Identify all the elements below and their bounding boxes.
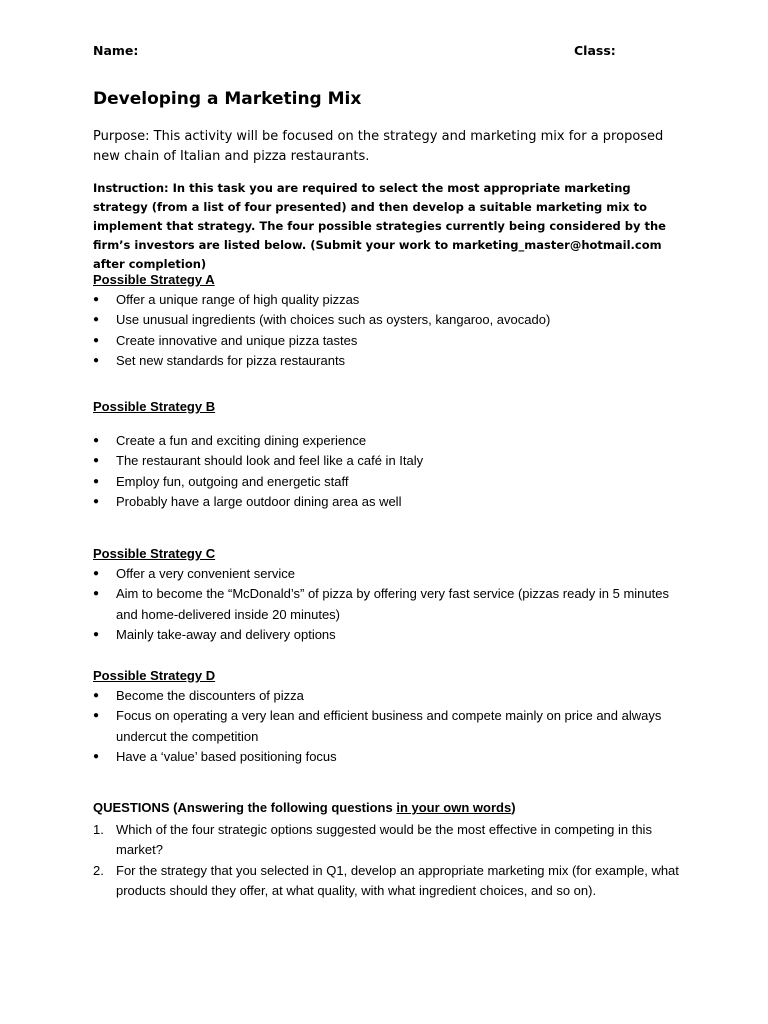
strategy-c-list	[93, 564, 683, 645]
strategy-b-heading: Possible Strategy B	[93, 399, 216, 414]
bullet-icon: ●	[93, 475, 100, 487]
list-item: ● Mainly take-away and delivery options	[93, 625, 683, 645]
bullet-icon: ●	[93, 455, 100, 467]
class-label: Class:	[574, 43, 616, 58]
strategy-a-list	[93, 290, 683, 371]
question-number: 1.	[93, 822, 104, 837]
underlined-emphasis: in your own words	[396, 800, 512, 815]
list-item: ● Create a fun and exciting dining experience	[93, 431, 683, 451]
list-item: ● Become the discounters of pizza	[93, 686, 683, 706]
list-item: ● Probably have a large outdoor dining area as well	[93, 492, 683, 512]
bullet-icon: ●	[93, 568, 100, 579]
strategy-c-heading: Possible Strategy C	[93, 546, 216, 561]
bullet-icon: ●	[93, 628, 100, 640]
question-item: 1. Which of the four strategic options suggested would be the most effective in competing in this market?	[93, 822, 652, 858]
list-item: ● Create innovative and unique pizza tastes	[93, 331, 683, 351]
instruction-paragraph: Instruction: In this task you are required to select the most appropriate marketing strategy (from a list of four presented) and then develop a suitable marketing mix to implement that strategy. The four possible strategies currently being considered by the firm’s investors are listed below. (Submit your work to marketing_master@hotmail.com after completion)	[93, 181, 666, 271]
questions-list	[93, 820, 683, 901]
bullet-icon: ●	[93, 314, 100, 326]
purpose-paragraph: Purpose: This activity will be focused on the strategy and marketing mix for a proposed new chain of Italian and pizza restaurants.	[93, 129, 664, 164]
question-number: 2.	[93, 862, 104, 878]
list-item: ● Focus on operating a very lean and efficient business and compete mainly on price and always undercut the competition	[93, 708, 662, 744]
bullet-icon: ●	[93, 435, 100, 446]
page-title: Developing a Marketing Mix	[93, 89, 362, 109]
bullet-icon: ●	[93, 294, 100, 305]
questions-heading: QUESTIONS (Answering the following questions in your own words)	[93, 800, 516, 815]
list-item: ● Employ fun, outgoing and energetic staff	[93, 472, 683, 492]
list-item: ● Set new standards for pizza restaurants	[93, 351, 683, 371]
list-item: ● Have a ‘value’ based positioning focus	[93, 747, 683, 767]
bullet-icon: ●	[93, 750, 100, 762]
bullet-icon: ●	[93, 495, 100, 507]
strategy-a-heading: Possible Strategy A	[93, 272, 215, 287]
strategy-b-list	[93, 431, 683, 512]
list-item: ● Offer a very convenient service	[93, 564, 683, 584]
list-item: ● The restaurant should look and feel like a café in Italy	[93, 451, 683, 471]
bullet-icon: ●	[93, 334, 100, 346]
bullet-icon: ●	[93, 588, 100, 600]
strategy-d-heading: Possible Strategy D	[93, 668, 216, 683]
bullet-icon: ●	[93, 690, 100, 701]
strategy-d-list	[93, 686, 683, 767]
bullet-icon: ●	[93, 354, 100, 366]
bullet-icon: ●	[93, 710, 100, 722]
list-item: ● Offer a unique range of high quality pizzas	[93, 290, 683, 310]
question-item: 2. For the strategy that you selected in Q1, develop an appropriate marketing mix (for example, what products should they offer, at what quality, with what ingredient choices, and so on).	[93, 862, 679, 898]
list-item: ● Aim to become the “McDonald’s” of pizza by offering very fast service (pizzas ready in 5 minutes and home-delivered inside 20 minutes)	[93, 586, 669, 622]
name-label: Name:	[93, 43, 139, 58]
list-item: ● Use unusual ingredients (with choices such as oysters, kangaroo, avocado)	[93, 310, 683, 330]
